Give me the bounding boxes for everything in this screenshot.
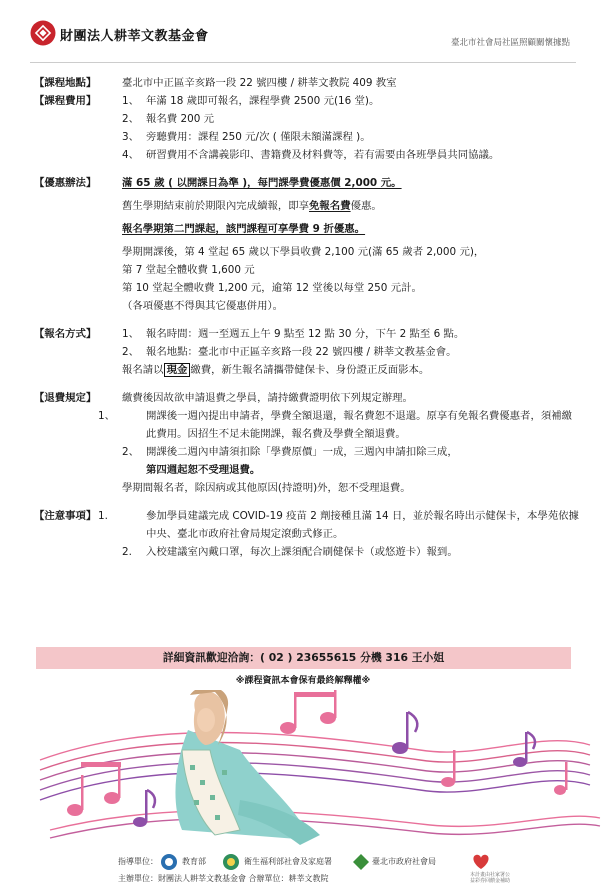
guide-unit: 衛生福利部社會及家庭署 — [244, 857, 332, 866]
list-item: 2. 入校建議室內戴口罩，每次上課須配合刷健保卡（或悠遊卡）報到。 — [122, 546, 458, 558]
location-text: 臺北市中正區辛亥路一段 22 號四樓 / 耕莘文教院 409 教室 — [122, 77, 397, 89]
discount-note: （各項優惠不得與其它優惠併用）。 — [122, 300, 284, 312]
section-label: 【課程費用】 — [34, 95, 97, 107]
list-item: 2、 報名費 200 元 — [122, 113, 215, 125]
music-staff-icon — [40, 733, 600, 839]
lottery-caption: 本計畫由社家署公益彩券回饋金補助 — [470, 872, 511, 884]
organizer-line: 主辦單位：財團法人耕莘文教基金會 合辦單位：耕莘文教院 — [118, 874, 329, 883]
late-fee-line: 學期開課後，第 4 堂起 65 歲以下學員收費 2,100 元(滿 65 歲者 2,000 元)， — [122, 246, 485, 258]
guide-unit: 教育部 — [182, 857, 206, 866]
list-item: 3、 旁聽費用：課程 250 元/次 ( 僅限未額滿課程 )。 — [122, 131, 371, 143]
section-label: 【優惠辦法】 — [34, 177, 97, 189]
section-notice — [34, 507, 579, 561]
singer-figure-icon — [175, 690, 320, 845]
guide-units-row — [118, 856, 158, 867]
no-refund-note: 第四週起恕不受理退費。 — [146, 464, 261, 476]
section-label: 【課程地點】 — [34, 77, 97, 89]
second-course-discount: 報名學期第二門課起，該門課程可享學費 9 折優惠。 — [122, 223, 366, 235]
list-item: 2、 開課後二週內申請須扣除「學費原價」一成，三週內申請扣除三成， — [122, 446, 458, 458]
disclaimer-note: ※課程資訊本會保有最終解釋權※ — [235, 676, 371, 686]
section-label: 【注意事項】 — [34, 510, 97, 522]
section-label: 【退費規定】 — [34, 392, 97, 404]
refund-last: 學期間報名者，除因病或其他原因(持證明)外，恕不受理退費。 — [122, 482, 411, 494]
partner-org-label: 臺北市社會局社區照顧關懷據點 — [450, 38, 570, 48]
payment-note: 報名請以 現金 繳費，新生報名請攜帶健保卡、身份證正反面影本。 — [122, 364, 430, 376]
mohw-logo-icon — [222, 853, 240, 871]
music-note-icon — [280, 690, 337, 734]
list-item: 2、 報名地點：臺北市中正區辛亥路一段 22 號四樓 / 耕莘文教基金會。 — [122, 346, 457, 358]
music-illustration — [0, 690, 606, 850]
list-item: 1、 年滿 18 歲即可報名，課程學費 2500 元(16 堂)。 — [122, 95, 380, 107]
header-divider — [30, 62, 576, 63]
renewal-discount: 舊生學期結束前於期限內完成續報，即享免報名費優惠。 — [122, 200, 382, 212]
page-header — [0, 0, 606, 62]
section-fee — [34, 92, 579, 164]
section-label: 【報名方式】 — [34, 328, 97, 340]
list-item: 1. 參加學員建議完成 COVID-19 疫苗 2 劑接種且滿 14 日，並於報名時出示健保卡，本學苑依據中央、臺北市政府社會局規定滾動式修正。 — [98, 510, 579, 540]
guide-unit: 臺北市政府社會局 — [372, 857, 436, 866]
section-discount — [34, 174, 579, 315]
taipei-social-logo-icon — [352, 853, 370, 871]
contact-bar: 詳細資訊歡迎洽詢：( 02 ) 23655615 分機 316 王小姐 — [36, 647, 571, 669]
list-item: 1、 報名時間：週一至週五上午 9 點至 12 點 30 分，下午 2 點至 6 點。 — [122, 328, 465, 340]
guide-label: 指導單位： — [118, 857, 158, 866]
section-refund — [34, 389, 579, 497]
course-info — [34, 74, 579, 561]
moe-logo-icon — [160, 853, 178, 871]
foundation-logo-icon — [30, 20, 56, 46]
org-name: 財團法人耕莘文教基金會 — [60, 29, 209, 44]
senior-discount: 滿 65 歲 ( 以開課日為準 )，每門課學費優惠價 2,000 元。 — [122, 177, 402, 189]
late-fee-line: 第 7 堂起全體收費 1,600 元 — [122, 264, 255, 276]
list-item: 1、 開課後一週內提出申請者，學費全額退還，報名費恕不退還。原享有免報名費優惠者，須補繳此費用。因招生不足未能開課，報名費及學費全額退費。 — [98, 410, 573, 440]
refund-intro: 繳費後因故欲申請退費之學員，請持繳費證明依下列規定辦理。 — [122, 392, 413, 404]
lottery-logo-icon — [470, 853, 492, 871]
late-fee-line: 第 10 堂起全體收費 1,200 元，逾第 12 堂後以每堂 250 元計。 — [122, 282, 422, 294]
section-register — [34, 325, 579, 379]
list-item: 4、 研習費用不含講義影印、書籍費及材料費等，若有需要由各班學員共同協議。 — [122, 149, 500, 161]
section-location — [34, 74, 579, 92]
page-footer — [0, 852, 606, 889]
